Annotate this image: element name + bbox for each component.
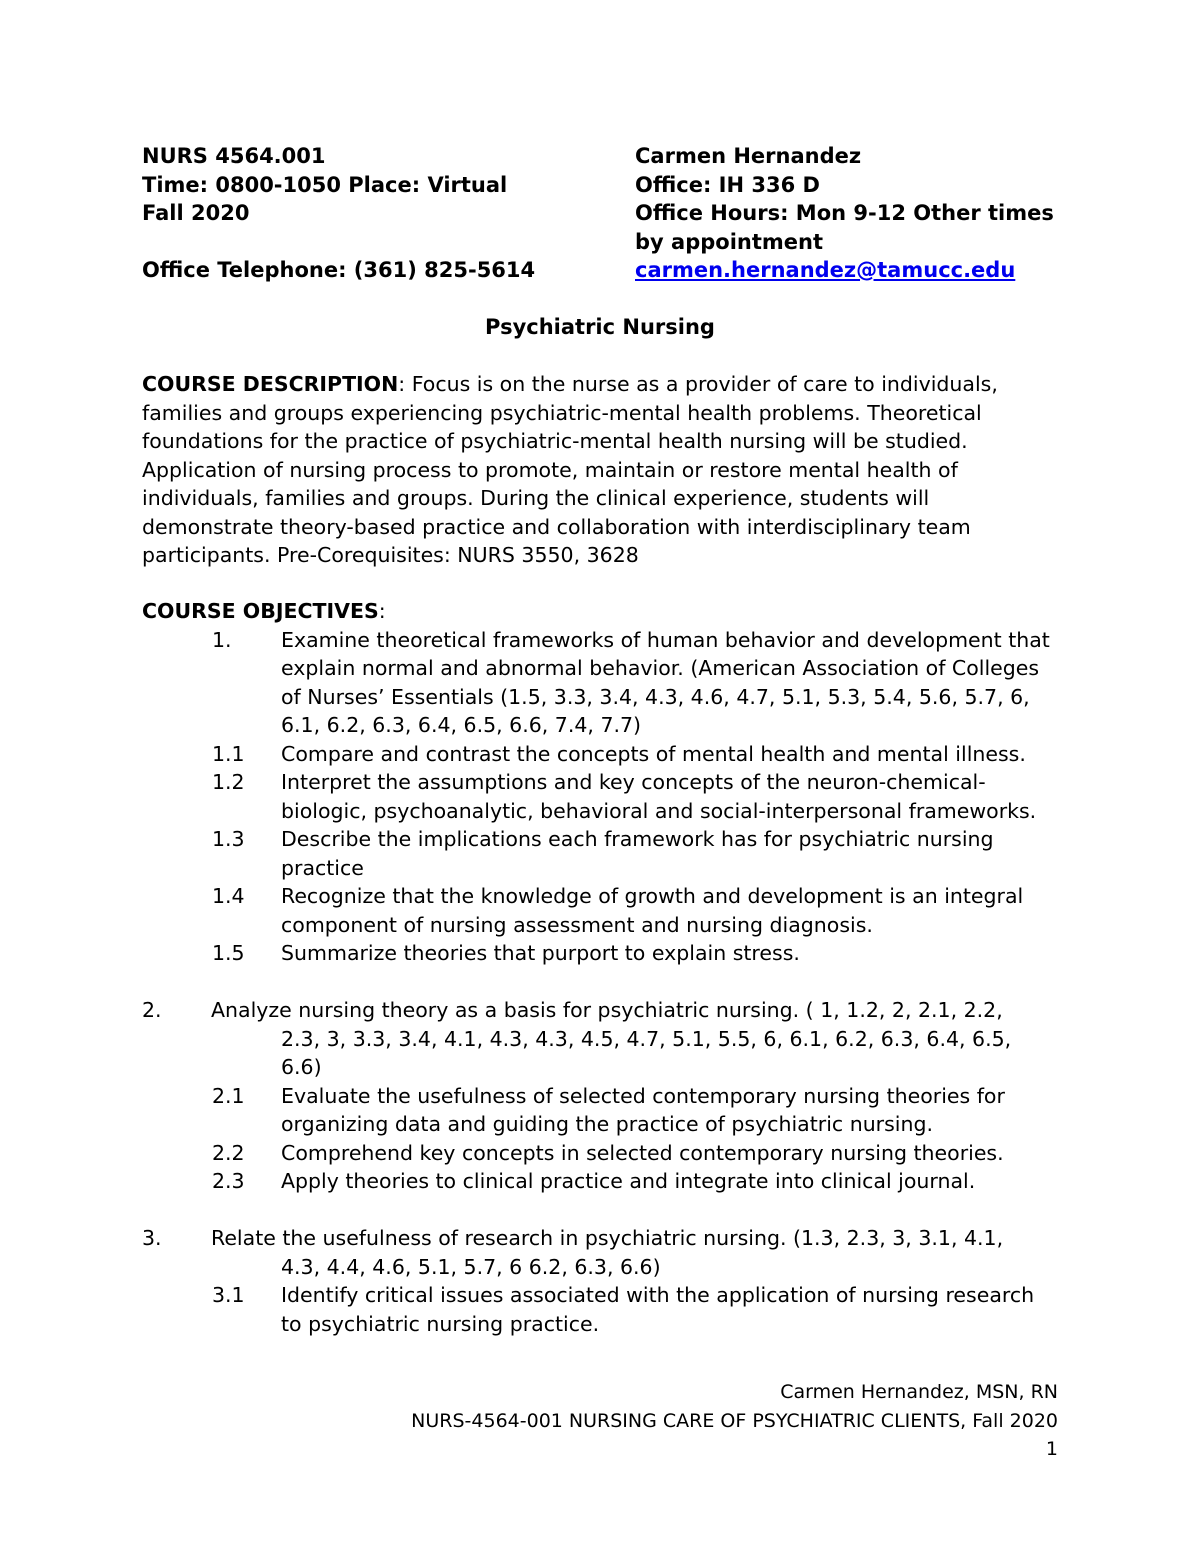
time-place: Time: 0800-1050 Place: Virtual xyxy=(142,172,508,197)
sub-objective-number: 1.3 xyxy=(212,827,245,851)
email-link[interactable]: carmen.hernandez@tamucc.edu xyxy=(635,258,1016,282)
page-footer xyxy=(411,1378,1058,1464)
course-objectives: COURSE OBJECTIVES: 1. Examine theoretical frameworks of human behavior and development that explain normal and abnormal behavior. (American Association of Colleges of Nurses’ Essentials (1.5, 3.3, 3.4, 4.3, 4.6, 4.7, 5.1, 5.3, 5.4, 5.6, 5.7, 6, 6.1, 6.2, 6.3, 6.4, 6.5, 6.6, 7.4, 7.7) 1.1 Compare and contrast the concepts of mental health and mental illness. 1.2 Interpret the assumptions and key concepts of the neuron-chemical- biologic, psychoanalytic, behavioral and social-interpersonal frameworks. 1.3 Describe the implications each framework has for psychiatric nursing practice 1.4 Recognize that the knowledge of growth and development is an integral component of nursing assessment and nursing diagnosis. 1.5 Summarize theories that purport to explain stress. 2. Analyze nursing theory as a basis for psychiatric nursing. ( 1, 1.2, 2, 2.1, 2.2, 2.3, 3, 3.3, 3.4, 4.1, 4.3, 4.3, 4.5, 4.7, 5.1, 5.5, 6, 6.1, 6.2, 6.3, 6.4, 6.5, 6.6) 2.1 Evaluate the usefulness of selected contemporary nursing theories for organizing data and guiding the practice of psychiatric nursing. 2.2 Comprehend key concepts in selected contemporary nursing theories. 2.3 Apply theories to clinical practice and integrate into clinical journal. 3. Relate the usefulness of research in psychiatric nursing. (1.3, 2.3, 3, 3.1, 4.1, 4.3, 4.4, 4.6, 5.1, 5.7, 6 6.2, 6.3, 6.6) 3.1 Identify critical issues associated with the application of nursing research to psychiatric nursing practice. xyxy=(142,597,1072,1338)
sub-objective xyxy=(142,1139,1072,1168)
objective-text: explain normal and abnormal behavior. (American Association of Colleges xyxy=(281,656,1040,680)
course-objectives-label: COURSE OBJECTIVES xyxy=(142,599,379,623)
course-description-text: Focus is on the nurse as a provider of care to individuals, families and groups experiencing psychiatric-mental health problems. Theoretical foundations for the practice of psychiatric-mental health nursing will be studied. Application of nursing process to promote, maintain or restore mental health of individuals, families and groups. During the clinical experience, students will demonstrate theory-based practice and collaboration with interdisciplinary team participants. Pre-Corequisites: NURS 3550, 3628 xyxy=(142,372,998,567)
header-right xyxy=(635,142,1075,285)
objective-text: 6.6) xyxy=(281,1055,322,1079)
sub-objective-text: Describe the implications each framework has for psychiatric nursing xyxy=(281,827,994,851)
sub-objective-number: 1.5 xyxy=(212,941,245,965)
term: Fall 2020 xyxy=(142,201,250,225)
sub-objective-number: 2.3 xyxy=(212,1169,245,1193)
office-telephone: Office Telephone: (361) 825-5614 xyxy=(142,258,536,282)
sub-objective xyxy=(142,1167,1072,1196)
sub-objective xyxy=(142,797,1072,826)
objective-item xyxy=(142,996,1072,1196)
sub-objective-number: 1.4 xyxy=(212,884,245,908)
sub-objective-text: biologic, psychoanalytic, behavioral and social-interpersonal frameworks. xyxy=(281,798,1037,823)
objective-text: 4.3, 4.4, 4.6, 5.1, 5.7, 6 6.2, 6.3, 6.6) xyxy=(281,1254,661,1279)
objective-number: 2. xyxy=(142,998,162,1022)
sub-objective-text: Apply theories to clinical practice and integrate into clinical journal. xyxy=(281,1169,976,1193)
sub-objective-number: 1.2 xyxy=(212,770,245,794)
sub-objective xyxy=(142,1082,1072,1111)
course-description-label: COURSE DESCRIPTION xyxy=(142,372,399,396)
objective-number: 3. xyxy=(142,1226,162,1250)
sub-objective-text: to psychiatric nursing practice. xyxy=(281,1311,600,1336)
objective-text: of Nurses’ Essentials (1.5, 3.3, 3.4, 4.3, 4.6, 4.7, 5.1, 5.3, 5.4, 5.6, 5.7, 6, xyxy=(281,684,1030,709)
sub-objective xyxy=(142,768,1072,797)
sub-objective-text: Recognize that the knowledge of growth and development is an integral xyxy=(281,884,1024,908)
instructor-name: Carmen Hernandez xyxy=(635,144,862,168)
header-left xyxy=(142,142,602,285)
sub-objective-text: Summarize theories that purport to explain stress. xyxy=(281,941,800,965)
course-description: COURSE DESCRIPTION: Focus is on the nurse as a provider of care to individuals, families and groups experiencing psychiatric-mental health problems. Theoretical foundations for the practice of psychiatric-mental health nursing will be studied. Application of nursing process to promote, maintain or restore mental health of individuals, families and groups. During the clinical experience, students will demonstrate theory-based practice and collaboration with interdisciplinary team participants. Pre-Corequisites: NURS 3550, 3628 xyxy=(142,372,998,567)
objective-text: Examine theoretical frameworks of human behavior and development that xyxy=(281,627,1050,652)
objective-item xyxy=(142,626,1072,968)
sub-objective-number: 3.1 xyxy=(212,1283,245,1307)
office-location: Office: IH 336 D xyxy=(635,172,820,197)
sub-objective xyxy=(142,911,1072,940)
sub-objective xyxy=(142,825,1072,854)
sub-objective-text: Interpret the assumptions and key concepts of the neuron-chemical- xyxy=(281,770,986,794)
sub-objective-number: 1.1 xyxy=(212,741,245,766)
sub-objective xyxy=(142,1110,1072,1139)
page-title: Psychiatric Nursing xyxy=(485,315,715,339)
sub-objective xyxy=(142,882,1072,911)
footer-course: NURS-4564-001 NURSING CARE OF PSYCHIATRIC CLIENTS, Fall 2020 xyxy=(411,1409,1058,1432)
sub-objective-number: 2.2 xyxy=(212,1140,245,1165)
objective-number: 1. xyxy=(212,627,232,652)
sub-objective-text: practice xyxy=(281,855,364,880)
objective-text: 6.1, 6.2, 6.3, 6.4, 6.5, 6.6, 7.4, 7.7) xyxy=(281,713,642,737)
sub-objective-text: Identify critical issues associated with the application of nursing research xyxy=(281,1283,1035,1307)
sub-objective-text: Comprehend key concepts in selected contemporary nursing theories. xyxy=(281,1140,1004,1165)
objective-text: Relate the usefulness of research in psychiatric nursing. (1.3, 2.3, 3, 3.1, 4.1, xyxy=(211,1226,1004,1250)
course-code: NURS 4564.001 xyxy=(142,144,326,168)
objective-text: 2.3, 3, 3.3, 3.4, 4.1, 4.3, 4.3, 4.5, 4.7, 5.1, 5.5, 6, 6.1, 6.2, 6.3, 6.4, 6.5, xyxy=(281,1026,1012,1051)
sub-objective xyxy=(142,1281,1072,1310)
page-number: 1 xyxy=(1045,1438,1058,1460)
sub-objective-text: Evaluate the usefulness of selected contemporary nursing theories for xyxy=(281,1083,1005,1108)
sub-objective xyxy=(142,854,1072,883)
sub-objective-text: organizing data and guiding the practice of psychiatric nursing. xyxy=(281,1112,934,1136)
objectives-list xyxy=(142,626,1072,1339)
footer-author: Carmen Hernandez, MSN, RN xyxy=(780,1381,1058,1403)
sub-objective xyxy=(142,740,1072,769)
sub-objective-text: component of nursing assessment and nursing diagnosis. xyxy=(281,912,873,937)
sub-objective xyxy=(142,1310,1072,1339)
sub-objective-number: 2.1 xyxy=(212,1083,245,1108)
office-hours: Office Hours: Mon 9-12 Other times by appointment xyxy=(635,201,1054,254)
sub-objective-text: Compare and contrast the concepts of mental health and mental illness. xyxy=(281,741,1026,766)
sub-objective xyxy=(142,939,1072,968)
objective-text: Analyze nursing theory as a basis for psychiatric nursing. ( 1, 1.2, 2, 2.1, 2.2, xyxy=(211,998,1003,1022)
objective-item xyxy=(142,1224,1072,1338)
